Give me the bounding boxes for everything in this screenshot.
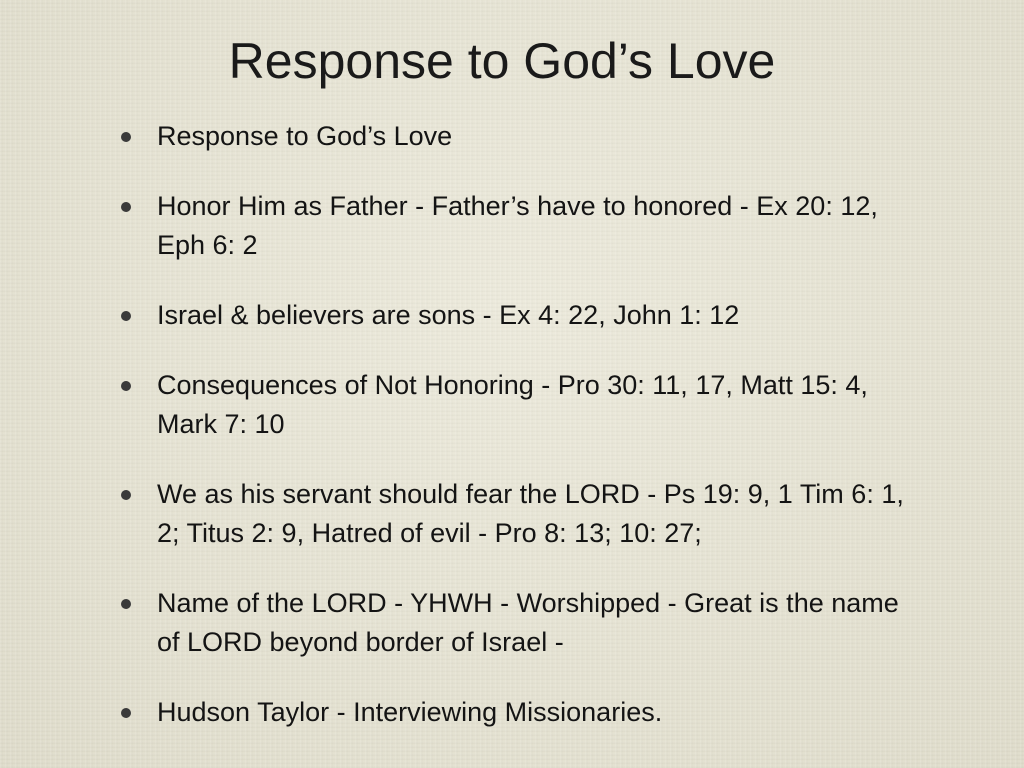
bullet-item <box>110 693 910 732</box>
bullet-text: Consequences of Not Honoring - Pro 30: 11, 17, Matt 15: 4, Mark 7: 10 <box>157 370 868 439</box>
bullet-item <box>110 296 910 335</box>
bullet-icon <box>121 202 131 212</box>
bullet-icon <box>121 599 131 609</box>
bullet-text: Response to God’s Love <box>157 121 453 151</box>
bullet-text: Name of the LORD - YHWH - Worshipped - Great is the name of LORD beyond border of Israel - <box>157 588 899 657</box>
bullet-item <box>110 187 910 265</box>
bullet-item <box>110 584 910 662</box>
bullet-text: Hudson Taylor - Interviewing Missionaries. <box>157 697 663 727</box>
bullet-item <box>110 366 910 444</box>
bullet-icon <box>121 490 131 500</box>
bullet-list <box>110 117 910 732</box>
bullet-text: Israel & believers are sons - Ex 4: 22, John 1: 12 <box>157 300 740 330</box>
bullet-text: We as his servant should fear the LORD - Ps 19: 9, 1 Tim 6: 1, 2; Titus 2: 9, Hatred of evil - Pro 8: 13; 10: 27; <box>157 479 904 548</box>
slide-title: Response to God’s Love <box>228 33 776 89</box>
bullet-item <box>110 117 910 156</box>
bullet-icon <box>121 311 131 321</box>
bullet-icon <box>121 708 131 718</box>
bullet-item <box>110 475 910 553</box>
bullet-icon <box>121 132 131 142</box>
bullet-icon <box>121 381 131 391</box>
bullet-text: Honor Him as Father - Father’s have to honored - Ex 20: 12, Eph 6: 2 <box>157 191 878 260</box>
